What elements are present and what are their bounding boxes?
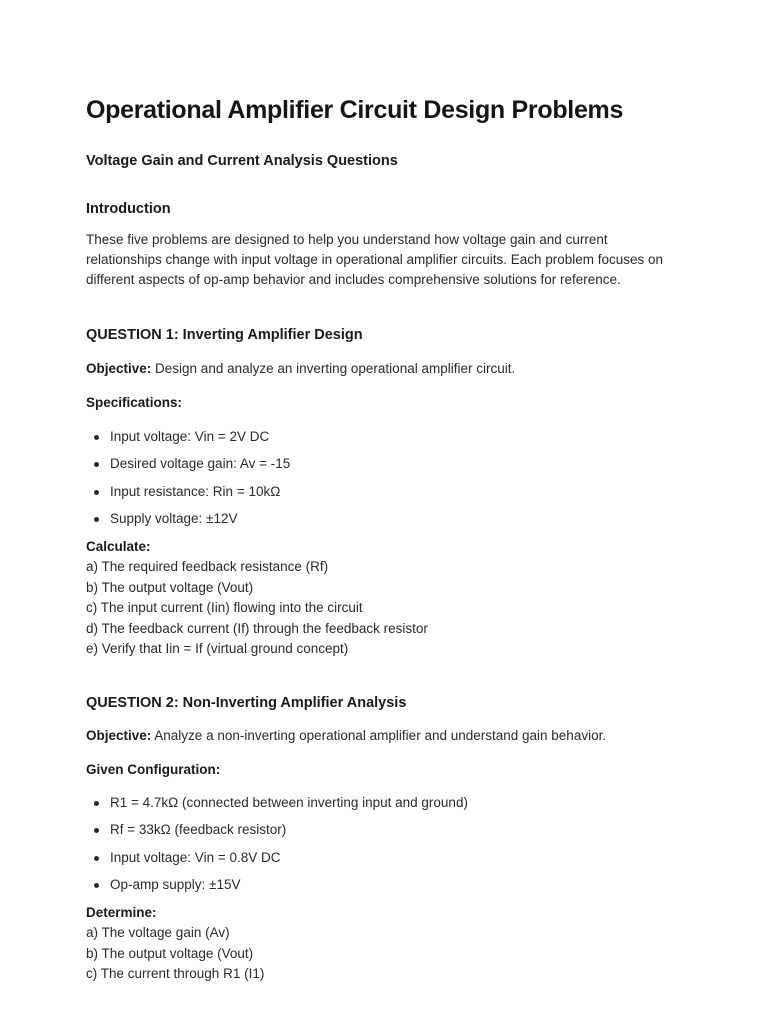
spec-text: Desired voltage gain: Av = -15 xyxy=(110,456,291,472)
spec-text: Input resistance: Rin = 10kΩ xyxy=(110,483,281,499)
list-item xyxy=(86,456,290,483)
bullet-icon xyxy=(94,828,99,833)
introduction-paragraph: These five problems are designed to help you understand how voltage gain and current relationships change with input voltage in operational amplifier circuits. Each problem focuses on different aspects of op-amp behavior and includes comprehensive solutions for reference. xyxy=(86,232,664,287)
introduction-heading: Introduction xyxy=(86,201,171,217)
bullet-icon xyxy=(94,517,99,522)
task-item: a) The required feedback resistance (Rf) xyxy=(86,559,329,575)
list-item xyxy=(86,877,468,904)
document-title: Operational Amplifier Circuit Design Problems xyxy=(86,96,624,124)
question-1-tasks xyxy=(86,537,428,659)
list-item xyxy=(86,795,468,822)
question-2-config-list xyxy=(86,795,468,904)
question-2-title: QUESTION 2: Non-Inverting Amplifier Analysis xyxy=(86,695,407,711)
question-1-title: QUESTION 1: Inverting Amplifier Design xyxy=(86,327,363,343)
config-text: R1 = 4.7kΩ (connected between inverting input and ground) xyxy=(110,795,468,810)
question-1-spec-list xyxy=(86,429,290,538)
objective-text: Analyze a non-inverting operational amplifier and understand gain behavior. xyxy=(151,728,607,743)
question-2-objective xyxy=(86,728,606,743)
question-1-objective xyxy=(86,361,515,376)
task-item: b) The output voltage (Vout) xyxy=(86,579,254,595)
list-item xyxy=(86,850,468,877)
task-item: a) The voltage gain (Av) xyxy=(86,925,230,941)
task-item: b) The output voltage (Vout) xyxy=(86,945,254,961)
task-item: d) The feedback current (If) through the feedback resistor xyxy=(86,620,428,636)
bullet-icon xyxy=(94,801,99,806)
config-text: Op-amp supply: ±15V xyxy=(110,876,241,892)
bullet-icon xyxy=(94,883,99,888)
bullet-icon xyxy=(94,462,99,467)
bullet-icon xyxy=(94,435,99,440)
list-item xyxy=(86,484,290,511)
list-item xyxy=(86,511,290,538)
bullet-icon xyxy=(94,856,99,861)
config-text: Input voltage: Vin = 0.8V DC xyxy=(110,849,281,865)
spec-text: Input voltage: Vin = 2V DC xyxy=(110,429,270,444)
list-item xyxy=(86,822,468,849)
config-text: Rf = 33kΩ (feedback resistor) xyxy=(110,822,287,838)
question-2-tasks xyxy=(86,903,264,985)
question-1-spec-label: Specifications: xyxy=(86,395,183,410)
task-item: c) The current through R1 (I1) xyxy=(86,966,265,982)
task-label: Determine: xyxy=(86,905,157,920)
task-item: e) Verify that Iin = If (virtual ground concept) xyxy=(86,641,349,657)
task-label: Calculate: xyxy=(86,539,151,554)
spec-text: Supply voltage: ±12V xyxy=(110,510,238,526)
list-item xyxy=(86,429,290,456)
bullet-icon xyxy=(94,490,99,495)
question-2-config-label: Given Configuration: xyxy=(86,762,221,777)
task-item: c) The input current (Iin) flowing into the circuit xyxy=(86,600,363,616)
objective-label: Objective: xyxy=(86,728,152,743)
objective-text: Design and analyze an inverting operational amplifier circuit. xyxy=(151,361,516,376)
document-subtitle: Voltage Gain and Current Analysis Questions xyxy=(86,153,398,169)
objective-label: Objective: xyxy=(86,361,152,376)
